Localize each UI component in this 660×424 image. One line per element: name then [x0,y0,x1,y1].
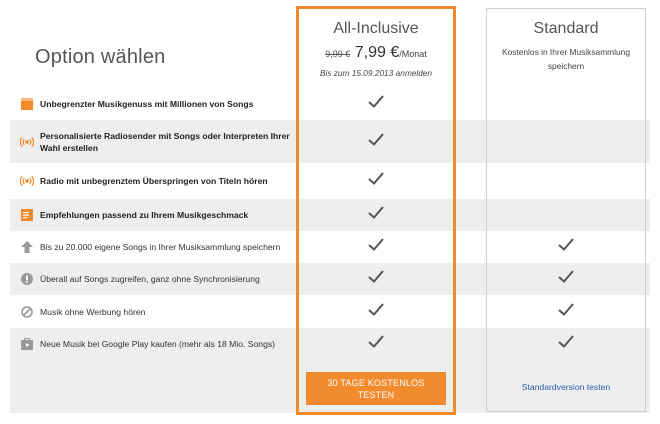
play-store-icon [20,337,34,351]
feature-label: Überall auf Songs zugreifen, ganz ohne Synchronisierung [40,274,260,284]
feature-label-line1: Personalisierte Radiosender mit Songs oder Interpreten Ihrer [40,130,290,141]
music-square-icon [20,97,34,111]
playlist-icon [20,208,34,222]
feature-label: Radio mit unbegrenztem Überspringen von Titeln hören [40,176,268,186]
standard-description-line1: Kostenlos in Ihrer Musiksammlung [501,47,630,57]
feature-label: Musik ohne Werbung hören [40,306,146,317]
price-period: /Monat [399,49,427,59]
feature-label: Empfehlungen passend zu Ihrem Musikgeschmack [40,210,249,220]
new-price: 7,99 € [354,44,400,61]
old-price: 9,99 € [325,49,351,59]
feature-label: Neue Musik bei Google Play kaufen (mehr als 18 Mio. Songs) [40,339,276,349]
upload-arrow-icon [20,240,34,254]
price-row [296,44,456,62]
radio-icon [20,135,34,149]
standard-description [486,45,646,73]
radio-icon [20,174,34,188]
free-trial-button[interactable] [306,372,446,405]
feature-label-line2: Wahl erstellen [40,142,98,153]
free-trial-button-line1: 30 TAGE KOSTENLOS [327,377,425,388]
standard-trial-link[interactable]: Standardversion testen [521,382,611,392]
standard-description-line2: speichern [547,61,585,71]
standard-title: Standard [533,20,599,37]
feature-label: Unbegrenzter Musikgenuss mit Millionen von Songs [40,99,254,109]
no-ads-icon [20,305,34,319]
offer-deadline: Bis zum 15.09.2013 anmelden [319,68,433,78]
page-heading: Option wählen [35,46,166,68]
exclamation-icon [20,272,34,286]
free-trial-button-line2: TESTEN [357,389,395,400]
all-inclusive-title: All-Inclusive [333,20,419,37]
feature-label: Bis zu 20.000 eigene Songs in Ihrer Musiksammlung speichern [40,242,281,252]
